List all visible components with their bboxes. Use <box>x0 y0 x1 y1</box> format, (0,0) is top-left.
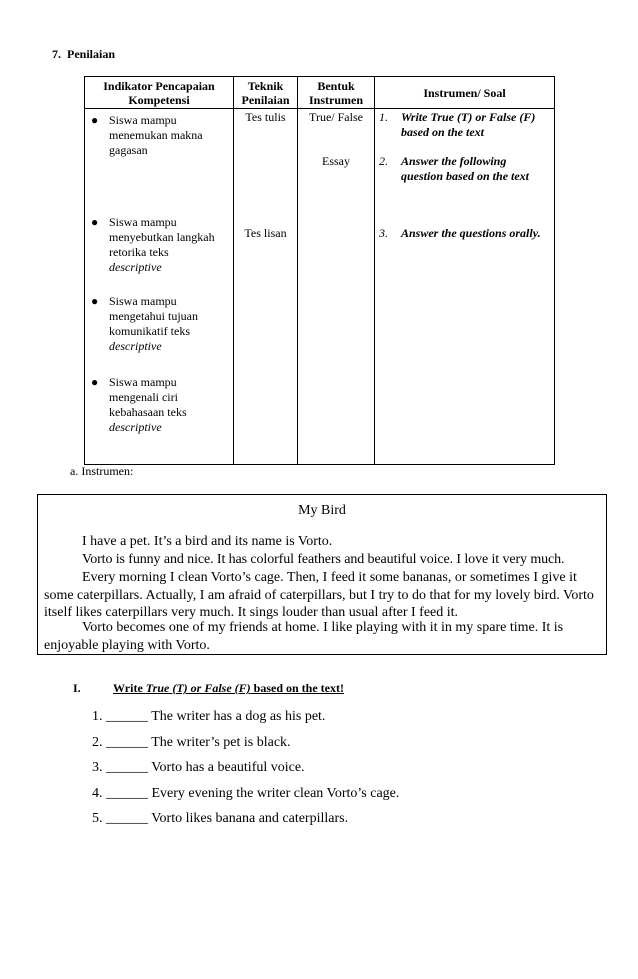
reading-paragraph: Vorto is funny and nice. It has colorful feathers and beautiful voice. I love it very much. <box>82 552 565 567</box>
instrument-text: Answer the questions orally. <box>401 226 541 240</box>
instrument-item <box>379 154 551 184</box>
question-item: 1. ______ The writer has a dog as his pet. <box>92 709 326 724</box>
true-false-title <box>113 681 344 696</box>
assessment-table <box>84 76 555 465</box>
instrument-text: Answer the following question based on the text <box>401 154 530 183</box>
instrument-number: 3. <box>379 226 388 240</box>
header-instrument: Instrumen/ Soal <box>375 77 555 109</box>
indicator-italic: descriptive <box>109 420 162 434</box>
bullet-icon: ● <box>91 215 99 229</box>
table-header-row <box>85 77 555 109</box>
title-pre: Write <box>113 681 146 695</box>
bullet-icon: ● <box>91 375 99 389</box>
bullet-icon: ● <box>91 113 99 127</box>
form-cell <box>298 109 375 465</box>
indicator-item <box>91 113 227 158</box>
table-row <box>85 109 555 465</box>
indicator-text: Siswa mampu menemukan makna gagasan <box>109 113 203 157</box>
reading-title: My Bird <box>298 503 346 518</box>
question-item: 3. ______ Vorto has a beautiful voice. <box>92 760 305 775</box>
true-false-number: I. <box>73 681 81 695</box>
technique-text: Tes tulis <box>245 110 286 124</box>
section-number: 7. <box>52 47 61 61</box>
section-heading <box>52 47 115 62</box>
indicator-italic: descriptive <box>109 260 162 274</box>
technique-text: Tes lisan <box>244 226 287 240</box>
indicator-text: Siswa mampu mengenali ciri kebahasaan teks <box>109 375 187 419</box>
header-technique: Teknik Penilaian <box>234 77 298 109</box>
title-post: based on the text! <box>250 681 344 695</box>
question-item: 5. ______ Vorto likes banana and caterpillars. <box>92 811 349 826</box>
reading-text-box <box>37 494 607 655</box>
reading-paragraph: Vorto becomes one of my friends at home. I like playing with it in my spare time. It is enjoyable playing with Vorto. <box>44 620 564 653</box>
instrument-item <box>379 110 551 140</box>
instrument-cell <box>375 109 555 465</box>
instrument-number: 2. <box>379 154 388 168</box>
instrumen-label: a. Instrumen: <box>70 464 134 478</box>
reading-paragraph: I have a pet. It’s a bird and its name is Vorto. <box>82 534 333 549</box>
indicator-italic: descriptive <box>109 339 162 353</box>
header-form: Bentuk Instrumen <box>298 77 375 109</box>
section-title: Penilaian <box>67 47 116 61</box>
technique-cell <box>234 109 298 465</box>
title-italic: True (T) or False (F) <box>145 681 251 695</box>
form-text: Essay <box>322 154 350 168</box>
instrument-item <box>379 226 551 241</box>
instrument-number: 1. <box>379 110 388 124</box>
reading-paragraph: Every morning I clean Vorto’s cage. Then, I feed it some bananas, or sometimes I give it some caterpillars. Actually, I am afraid of caterpillars, but I try to do that for my lovely bird. Vorto itself likes caterpillars very much. It sings louder than usual after I feed it. <box>44 570 594 620</box>
indicator-text: Siswa mampu mengetahui tujuan komunikatif teks <box>109 294 198 338</box>
form-text: True/ False <box>309 110 363 124</box>
indicator-item <box>91 375 227 435</box>
indicator-text: Siswa mampu menyebutkan langkah retorika teks <box>109 215 215 259</box>
indicator-item <box>91 294 227 354</box>
instrument-text: Write True (T) or False (F) based on the text <box>401 110 536 139</box>
indicator-item <box>91 215 227 275</box>
question-item: 2. ______ The writer’s pet is black. <box>92 735 291 750</box>
header-indicator: Indikator Pencapaian Kompetensi <box>85 77 234 109</box>
question-item: 4. ______ Every evening the writer clean Vorto’s cage. <box>92 786 400 801</box>
bullet-icon: ● <box>91 294 99 308</box>
indicator-cell <box>85 109 234 465</box>
